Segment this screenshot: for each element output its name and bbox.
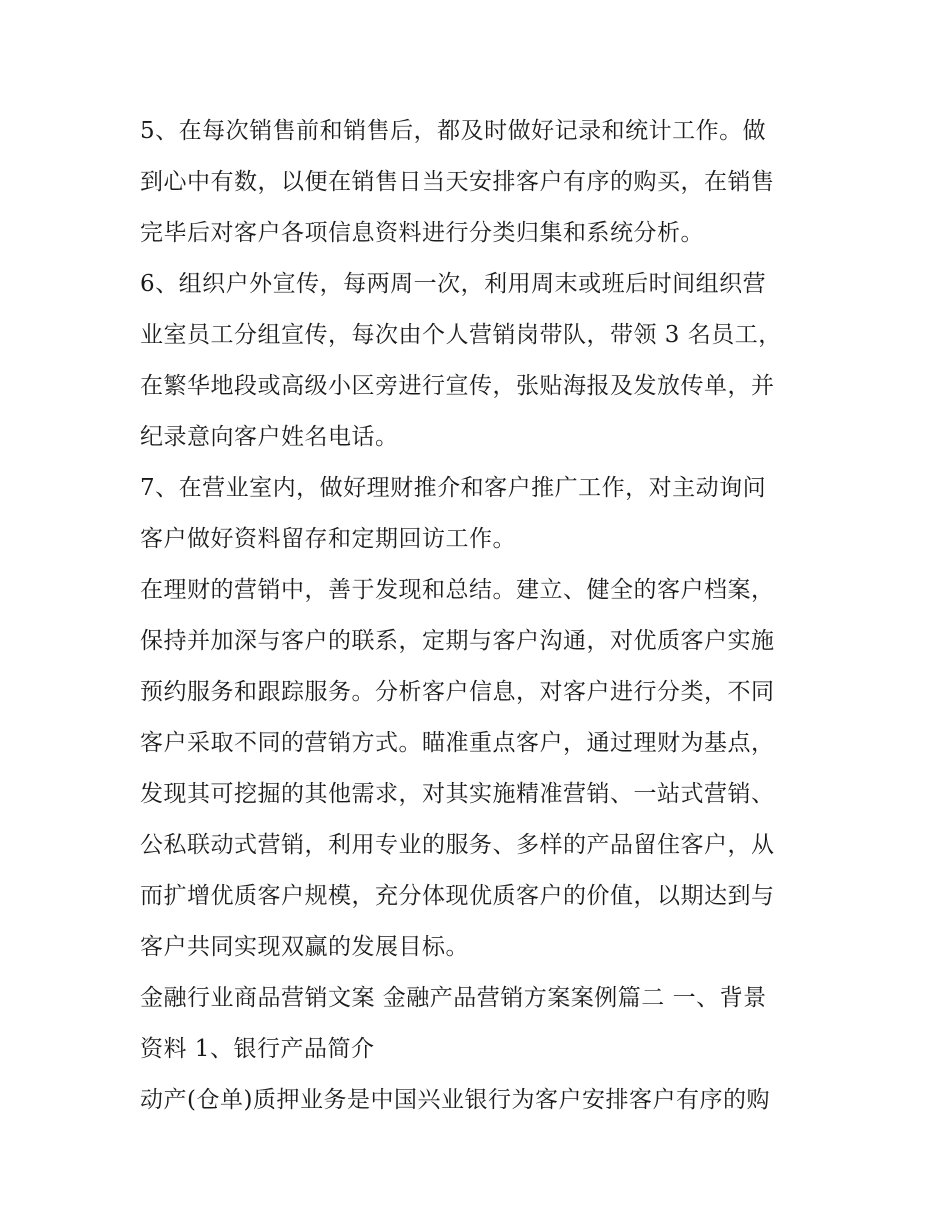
text-line: 保持并加深与客户的联系，定期与客户沟通，对优质客户实施: [140, 628, 775, 654]
text-line: 客户采取不同的营销方式。瞄准重点客户，通过理财为基点，: [140, 730, 775, 756]
text-line: 在繁华地段或高级小区旁进行宣传，张贴海报及发放传单，并: [140, 373, 775, 399]
text-line: 6、组织户外宣传，每两周一次，利用周末或班后时间组织营: [140, 271, 767, 297]
text-line: 7、在营业室内，做好理财推介和客户推广工作，对主动询问: [140, 475, 767, 501]
text-line: 动产(仓单)质押业务是中国兴业银行为客户安排客户有序的购: [140, 1087, 770, 1113]
text-line: 客户共同实现双赢的发展目标。: [140, 934, 469, 960]
text-line: 资料 1、银行产品简介: [140, 1036, 375, 1062]
text-line: 5、在每次销售前和销售后，都及时做好记录和统计工作。做: [140, 118, 767, 144]
text-line: 业室员工分组宣传，每次由个人营销岗带队，带领 3 名员工，: [140, 322, 782, 348]
text-line: 完毕后对客户各项信息资料进行分类归集和系统分析。: [140, 220, 704, 246]
text-line: 发现其可挖掘的其他需求，对其实施精准营销、一站式营销、: [140, 781, 775, 807]
text-line: 公私联动式营销，利用专业的服务、多样的产品留住客户，从: [140, 832, 775, 858]
text-line: 而扩增优质客户规模，充分体现优质客户的价值，以期达到与: [140, 883, 775, 909]
text-line: 预约服务和跟踪服务。分析客户信息，对客户进行分类，不同: [140, 679, 775, 705]
text-line: 纪录意向客户姓名电话。: [140, 424, 399, 450]
text-line: 客户做好资料留存和定期回访工作。: [140, 526, 516, 552]
text-line: 在理财的营销中，善于发现和总结。建立、健全的客户档案，: [140, 577, 775, 603]
text-line: 到心中有数，以便在销售日当天安排客户有序的购买，在销售: [140, 169, 775, 195]
text-line: 金融行业商品营销文案 金融产品营销方案案例篇二 一、背景: [140, 985, 767, 1011]
document-body: [140, 106, 820, 1126]
